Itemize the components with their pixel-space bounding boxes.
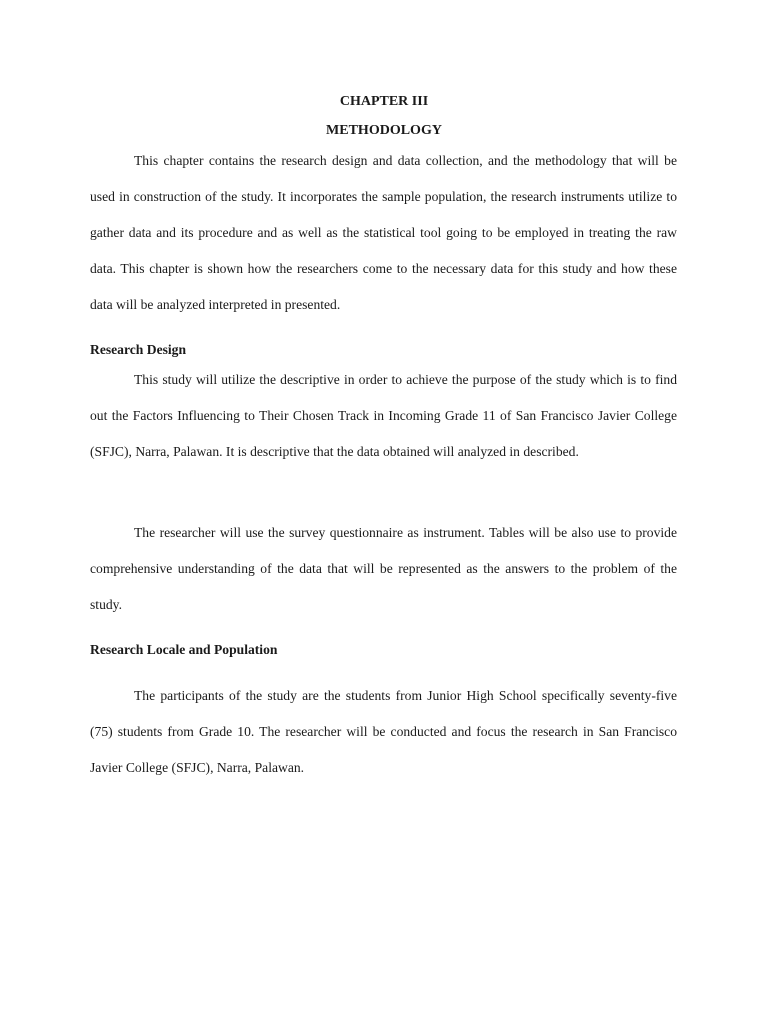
section-heading-locale-population: Research Locale and Population	[90, 642, 278, 657]
research-design-paragraph-2: The researcher will use the survey questionnaire as instrument. Tables will be also use to provide comprehensive understanding of the data that will be represented as the answers to the problem of the study.	[90, 525, 677, 612]
chapter-number: CHAPTER III	[339, 94, 429, 109]
research-design-paragraph-1: This study will utilize the descriptive in order to achieve the purpose of the study which is to find out the Factors Influencing to Their Chosen Track in Incoming Grade 11 of San Francisco Javier College (SFJC), Narra, Palawan. It is descriptive that the data obtained will analyzed in described.	[90, 372, 677, 459]
locale-population-paragraph: The participants of the study are the students from Junior High School specifically seventy-five (75) students from Grade 10. The researcher will be conducted and focus the research in San Francisco Javier College (SFJC), Narra, Palawan.	[90, 688, 677, 775]
section-heading-research-design: Research Design	[90, 342, 187, 357]
intro-paragraph: This chapter contains the research design and data collection, and the methodology that will be used in construction of the study. It incorporates the sample population, the research instruments utilize to gather data and its procedure and as well as the statistical tool going to be employed in treating the raw data. This chapter is shown how the researchers come to the necessary data for this study and how these data will be analyzed interpreted in presented.	[90, 153, 677, 312]
chapter-title: METHODOLOGY	[326, 123, 442, 138]
